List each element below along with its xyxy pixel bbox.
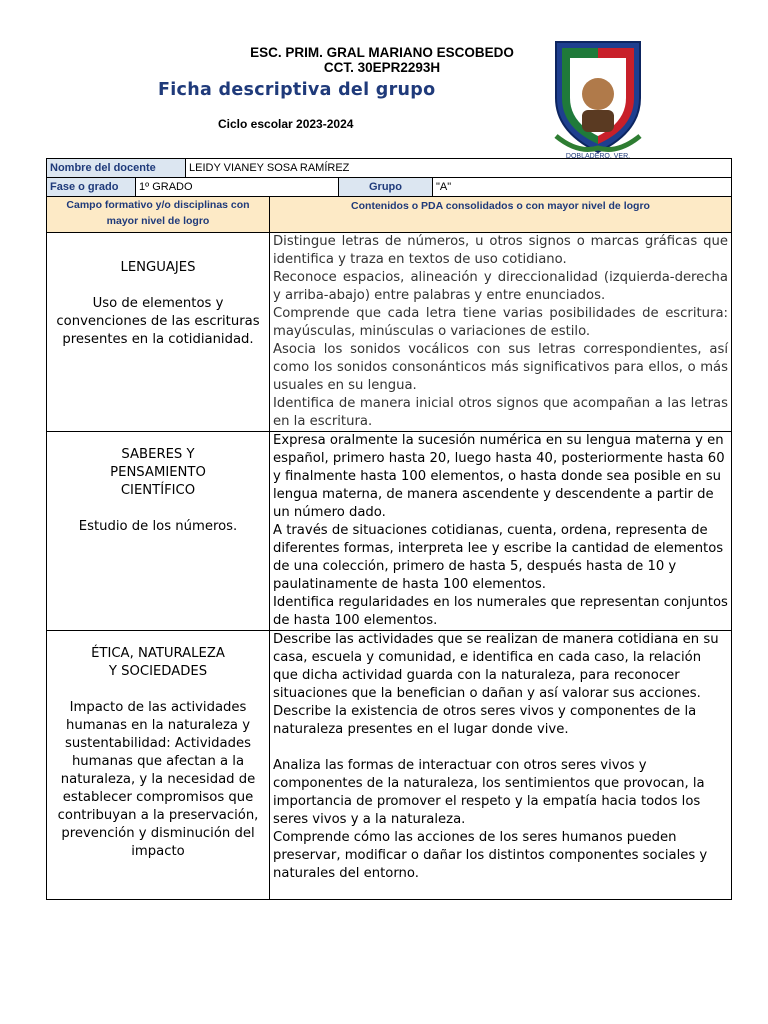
table-row bbox=[47, 432, 732, 631]
formative-field-cell bbox=[47, 631, 270, 900]
page-title: Ficha descriptiva del grupo bbox=[158, 80, 436, 100]
formative-field-subject: Estudio de los números. bbox=[78, 519, 238, 534]
school-name: ESC. PRIM. GRAL MARIANO ESCOBEDO bbox=[250, 45, 514, 60]
content-item: Distingue letras de números, u otros signos o marcas gráficas que identifica y traza en textos de uso cotidiano. bbox=[273, 234, 728, 267]
content-item: de una colección, primero de hasta 5, después hasta de 10 y paulatinamente de hasta 100 elementos. bbox=[273, 559, 677, 592]
content-item: Comprende cómo las acciones de los seres humanos pueden preservar, modificar o dañar los distintos componentes sociales y naturales del entorno. bbox=[273, 830, 708, 881]
content-item: Identifica de manera inicial otros signos que acompañan a las letras en la escritura. bbox=[273, 396, 728, 429]
formative-field-cell bbox=[47, 233, 270, 432]
content-cell bbox=[270, 432, 732, 631]
teacher-label: Nombre del docente bbox=[47, 159, 186, 178]
school-cct: CCT. 30EPR2293H bbox=[323, 60, 441, 75]
table-row bbox=[47, 631, 732, 900]
table-row bbox=[47, 233, 732, 432]
group-sheet-table bbox=[46, 158, 732, 900]
header-right: Contenidos o PDA consolidados o con mayor nivel de logro bbox=[270, 197, 732, 233]
grade-label: Fase o grado bbox=[47, 178, 136, 197]
content-cell bbox=[270, 631, 732, 900]
content-item: español, primero hasta 20, luego hasta 40, posteriormente hasta 60 y finalmente hasta 100 elementos, o hasta donde sea posible en su bbox=[273, 451, 725, 484]
content-item: A través de situaciones cotidianas, cuenta, ordena, representa de bbox=[273, 523, 708, 538]
content-cell bbox=[270, 233, 732, 432]
formative-field-subject: Uso de elementos y convenciones de las escrituras presentes en la cotidianidad. bbox=[56, 296, 260, 347]
group-value: "A" bbox=[433, 178, 732, 197]
logo-caption: DOBLADERO, VER. bbox=[565, 153, 631, 160]
header-left: Campo formativo y/o disciplinas con mayor nivel de logro bbox=[47, 197, 270, 233]
content-item: Reconoce espacios, alineación y direccionalidad (izquierda-derecha y arriba-abajo) entre palabras y entre enunciados. bbox=[273, 270, 728, 303]
formative-field-cell bbox=[47, 432, 270, 631]
formative-field-name: LENGUAJES bbox=[120, 260, 196, 275]
grade-value: 1º GRADO bbox=[136, 178, 339, 197]
content-item: diferentes formas, interpreta lee y escribe la cantidad de elementos bbox=[273, 541, 724, 556]
grade-row bbox=[47, 178, 732, 197]
content-item: Analiza las formas de interactuar con otros seres vivos y componentes de la naturaleza, los sentimientos que provocan, la importancia de promover el respeto y la empatía hacia todos los seres vivos y a la naturaleza. bbox=[273, 758, 705, 827]
school-crest-logo bbox=[548, 36, 648, 160]
formative-field-subject: Impacto de las actividades humanas en la naturaleza y sustentabilidad: Actividades humanas que afectan a la naturaleza, y la necesidad de establecer compromisos que contribuyan a la preservación, prevención y disminución del impacto bbox=[57, 700, 259, 859]
content-item: Describe la existencia de otros seres vivos y componentes de la naturaleza presentes en el lugar donde vive. bbox=[273, 704, 697, 737]
school-cycle: Ciclo escolar 2023-2024 bbox=[218, 117, 354, 131]
content-item: Comprende que cada letra tiene varias posibilidades de escritura: mayúsculas, minúsculas o variaciones de estilo. bbox=[273, 306, 728, 339]
content-item: Identifica regularidades en los numerales que representan conjuntos de hasta 100 elementos. bbox=[273, 595, 728, 628]
group-label: Grupo bbox=[339, 178, 433, 197]
spacer bbox=[273, 739, 728, 757]
school-header bbox=[232, 45, 532, 75]
teacher-row bbox=[47, 159, 732, 178]
content-item: Describe las actividades que se realizan de manera cotidiana en su casa, escuela y comunidad, e identifica en cada caso, la relación que dicha actividad guarda con la naturaleza, para reconocer situaciones que la benefician o dañan y así valorar sus acciones. bbox=[273, 632, 719, 701]
formative-field-name: ÉTICA, NATURALEZA Y SOCIEDADES bbox=[91, 646, 225, 679]
content-item: Asocia los sonidos vocálicos con sus letras correspondientes, así como los sonidos consonánticos más significativos para ellos, o más usuales en su lengua. bbox=[273, 342, 728, 393]
formative-field-name: SABERES Y PENSAMIENTO CIENTÍFICO bbox=[110, 447, 206, 498]
content-item: Expresa oralmente la sucesión numérica en su lengua materna y en bbox=[273, 433, 724, 448]
teacher-value: LEIDY VIANEY SOSA RAMÍREZ bbox=[186, 159, 732, 178]
table-header-row bbox=[47, 197, 732, 233]
content-item: lengua materna, de manera ascendente y descendente a partir de un número dado. bbox=[273, 487, 714, 520]
